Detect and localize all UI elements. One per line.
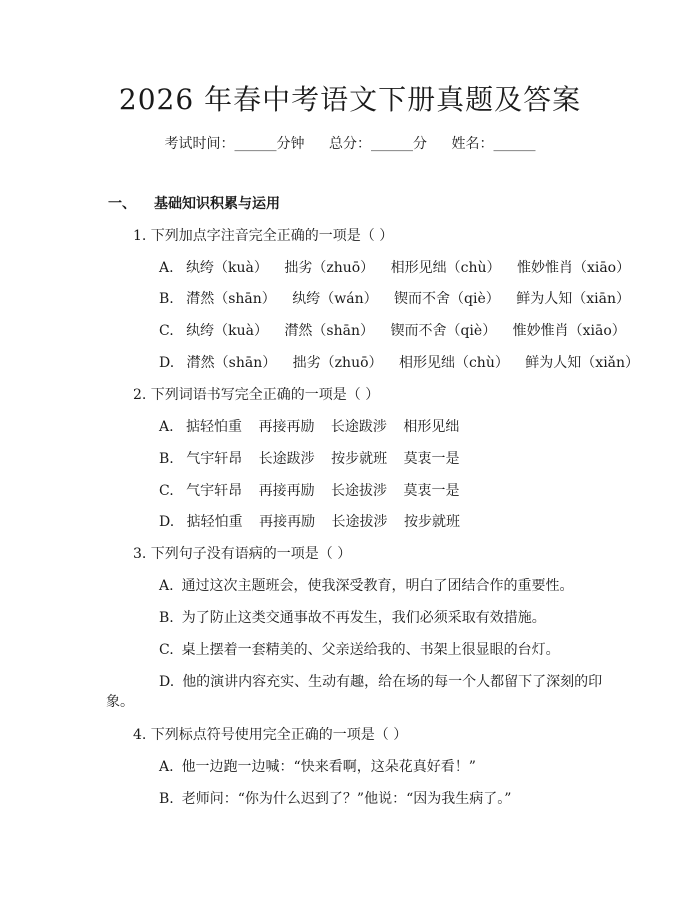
option-text: 桌上摆着一套精美的、父亲送给我的、书架上很显眼的台灯。	[181, 642, 560, 658]
option-label: C.	[159, 483, 174, 499]
question-3-stem: 3. 下列句子没有语病的一项是（ ）	[133, 546, 352, 562]
option-word: 鲜为人知（xiān）	[516, 291, 630, 307]
question-1-option-c	[159, 320, 638, 340]
option-label: A.	[159, 260, 174, 276]
exam-meta	[0, 133, 700, 153]
option-word: 惟妙惟肖（xiāo）	[516, 260, 631, 276]
option-label: B.	[159, 451, 174, 467]
option-label: D.	[159, 355, 175, 371]
option-word: 莫衷一是	[403, 483, 460, 499]
option-word: 拙劣（zhuō）	[292, 355, 383, 371]
option-word: 潸然（shān）	[186, 291, 276, 307]
question-3-option-a	[159, 575, 574, 595]
option-word: 按步就班	[331, 451, 388, 467]
question-4-stem: 4. 下列标点符号使用完全正确的一项是（ ）	[133, 727, 408, 743]
option-word: 气宇轩昂	[186, 451, 243, 467]
question-1-option-a	[159, 257, 642, 277]
option-label: C.	[159, 642, 174, 658]
option-label: D.	[159, 674, 175, 690]
option-label: A.	[159, 419, 174, 435]
option-word: 潸然（shān）	[284, 323, 375, 339]
option-word: 长途跋涉	[258, 451, 315, 467]
option-text: 他的演讲内容充实、生动有趣，给在场的每一个人都留下了深刻的印	[182, 674, 603, 690]
option-word: 潸然（shān）	[186, 355, 277, 371]
option-word: 再接再励	[258, 483, 315, 499]
option-word: 气宇轩昂	[186, 483, 243, 499]
option-text: 通过这次主题班会，使我深受教育，明白了团结合作的重要性。	[181, 578, 574, 594]
option-word: 长途拔涉	[331, 483, 388, 499]
option-word: 按步就班	[404, 514, 460, 530]
question-3-option-d-continuation: 象。	[106, 694, 134, 710]
section-heading	[108, 193, 280, 213]
question-3-option-d	[159, 671, 602, 691]
question-2-stem: 2. 下列词语书写完全正确的一项是（ ）	[133, 387, 380, 403]
option-label: B.	[159, 791, 174, 807]
option-word: 拙劣（zhuō）	[284, 260, 375, 276]
option-label: C.	[159, 323, 174, 339]
question-2-option-a	[159, 416, 471, 436]
question-2-option-b	[159, 448, 472, 468]
question-3-option-c	[159, 639, 560, 659]
option-word: 再接再励	[259, 514, 316, 530]
option-label: B.	[159, 610, 174, 626]
section-number: 一、	[108, 196, 136, 212]
option-word: 纨绔（wán）	[292, 291, 378, 307]
option-word: 莫衷一是	[403, 451, 460, 467]
option-word: 纨绔（kuà）	[186, 323, 268, 339]
student-name-field: 姓名：______	[451, 136, 536, 152]
question-3-option-b	[159, 607, 546, 627]
total-score-field: 总分：______分	[329, 136, 427, 152]
question-1-stem: 1. 下列加点字注音完全正确的一项是（ ）	[133, 228, 394, 244]
question-2-option-c	[159, 480, 471, 500]
option-label: A.	[159, 578, 174, 594]
option-word: 相形见绌（chù）	[398, 355, 509, 371]
option-label: B.	[159, 291, 174, 307]
option-text: 为了防止这类交通事故不再发生，我们必须采取有效措施。	[181, 610, 546, 626]
option-label: D.	[159, 514, 175, 530]
option-label: A.	[159, 759, 174, 775]
option-word: 鲜为人知（xiǎn）	[525, 355, 640, 371]
question-1-option-b	[159, 288, 642, 308]
option-word: 再接再励	[258, 419, 315, 435]
question-4-option-a	[159, 756, 476, 776]
document-title: 2026 年春中考语文下册真题及答案	[118, 83, 582, 116]
option-word: 锲而不舍（qiè）	[390, 323, 497, 339]
question-1-option-d	[159, 352, 651, 372]
option-word: 掂轻怕重	[186, 419, 243, 435]
exam-time-field: 考试时间：______分钟	[164, 136, 305, 152]
option-word: 锲而不舍（qiè）	[394, 291, 500, 307]
option-word: 长途跋涉	[330, 419, 387, 435]
option-word: 相形见绌	[403, 419, 460, 435]
option-text: 他一边跑一边喊：“快来看啊，这朵花真好看！”	[181, 759, 476, 775]
section-title: 基础知识积累与运用	[154, 196, 280, 212]
option-text: 老师问：“你为什么迟到了？”他说：“因为我生病了。”	[181, 791, 512, 807]
option-word: 惟妙惟肖（xiāo）	[512, 323, 626, 339]
question-4-option-b	[159, 788, 511, 808]
option-word: 纨绔（kuà）	[186, 260, 268, 276]
option-word: 掂轻怕重	[186, 514, 243, 530]
question-2-option-d	[159, 511, 472, 531]
option-word: 长途拔涉	[331, 514, 388, 530]
option-word: 相形见绌（chù）	[390, 260, 501, 276]
